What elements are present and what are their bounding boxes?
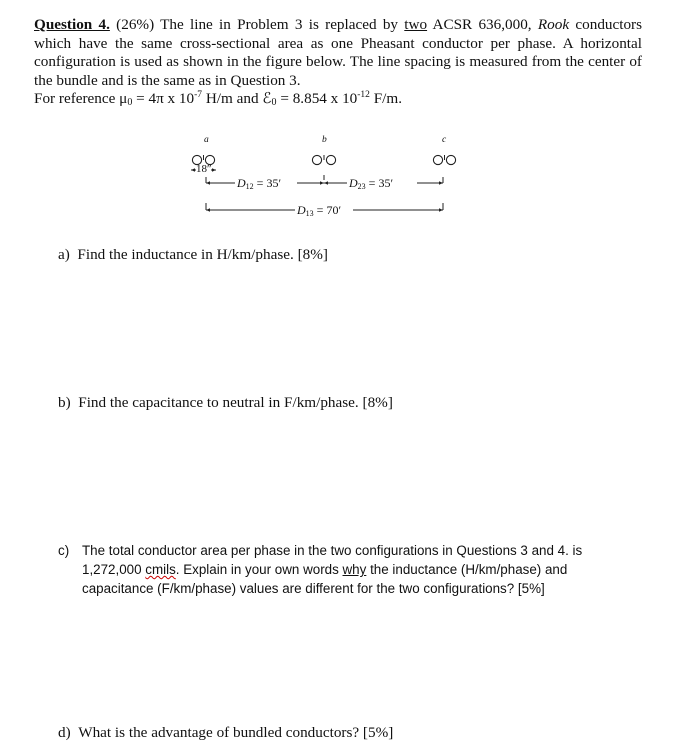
d23-value: = 35′ xyxy=(365,176,394,190)
reference-constants xyxy=(34,90,642,113)
conductor-b1 xyxy=(312,155,321,164)
ref-prefix: For reference μ xyxy=(34,90,128,108)
part-d xyxy=(58,724,393,742)
question-text-2: ACSR 636,000, xyxy=(427,16,538,33)
part-b-text: Find the capacitance to neutral in F/km/phase. [8%] xyxy=(78,394,393,411)
part-d-text: What is the advantage of bundled conductors? [5%] xyxy=(78,724,394,741)
question-label: Question 4. xyxy=(34,16,110,33)
part-a-letter: a) xyxy=(58,246,70,263)
mu0-value: = 4π x 10 xyxy=(132,90,195,108)
mu0-unit: H/m and ℰ xyxy=(202,90,272,108)
emphasis-why: why xyxy=(342,562,367,577)
d23-subscript: 23 xyxy=(357,182,366,191)
bundle-spacing-label: 18″ xyxy=(196,163,212,175)
emphasis-two: two xyxy=(404,16,428,33)
eps0-value: = 8.854 x 10 xyxy=(276,90,358,108)
part-c-text-2: . Explain in your own words xyxy=(175,562,343,577)
spellcheck-word-cmils: cmils xyxy=(145,562,176,577)
d23-label xyxy=(349,176,393,191)
mu0-exponent: -7 xyxy=(194,90,203,101)
d12-subscript: 12 xyxy=(245,182,254,191)
question-text-1: The line in Problem 3 is replaced by xyxy=(154,16,405,33)
eps0-exponent: -12 xyxy=(357,90,370,101)
part-c-text xyxy=(82,541,618,598)
conductor-name-rook: Rook xyxy=(537,16,570,33)
d13-symbol: D xyxy=(297,203,306,217)
conductor-c2 xyxy=(446,155,455,164)
part-a-text: Find the inductance in H/km/phase. [8%] xyxy=(77,246,328,263)
part-c-text-3: the inductance (H/km/phase) and capacitance (F/km/phase) values are different for the two configurations? [5%] xyxy=(82,562,568,596)
question-paragraph xyxy=(34,16,642,90)
phase-label-a: a xyxy=(204,135,209,145)
d13-subscript: 13 xyxy=(305,209,314,218)
d12-value: = 35′ xyxy=(253,176,282,190)
mu0-subscript: 0 xyxy=(127,97,133,109)
part-c-letter: c) xyxy=(58,543,70,558)
d23-symbol: D xyxy=(349,176,358,190)
part-b xyxy=(58,394,393,412)
part-c-text-1: The total conductor area per phase in the two configurations in Questions 3 and 4. is 1,272,000 xyxy=(82,543,583,577)
d12-label xyxy=(237,176,281,191)
eps0-unit: F/m. xyxy=(369,90,403,108)
conductor-c1 xyxy=(433,155,442,164)
question-weight: (26%) xyxy=(116,16,155,33)
conductor-b2 xyxy=(326,155,335,164)
part-a xyxy=(58,246,328,264)
part-c xyxy=(58,541,618,598)
d12-symbol: D xyxy=(237,176,246,190)
question-text-3: conductors which have the same cross-sectional area as one Pheasant conductor per phase. A horizontal configuration is used as shown in the figure below. The line spacing is measured from the center of the bundle and is the same as in Question 3. xyxy=(34,16,643,89)
bundle-configuration-figure xyxy=(185,130,475,230)
part-b-letter: b) xyxy=(58,394,71,411)
d13-value: = 70′ xyxy=(313,203,342,217)
phase-label-c: c xyxy=(442,135,447,145)
eps0-subscript: 0 xyxy=(271,97,277,109)
phase-label-b: b xyxy=(322,135,327,145)
part-d-letter: d) xyxy=(58,724,71,741)
d13-label xyxy=(297,203,341,218)
question-statement xyxy=(34,16,642,113)
